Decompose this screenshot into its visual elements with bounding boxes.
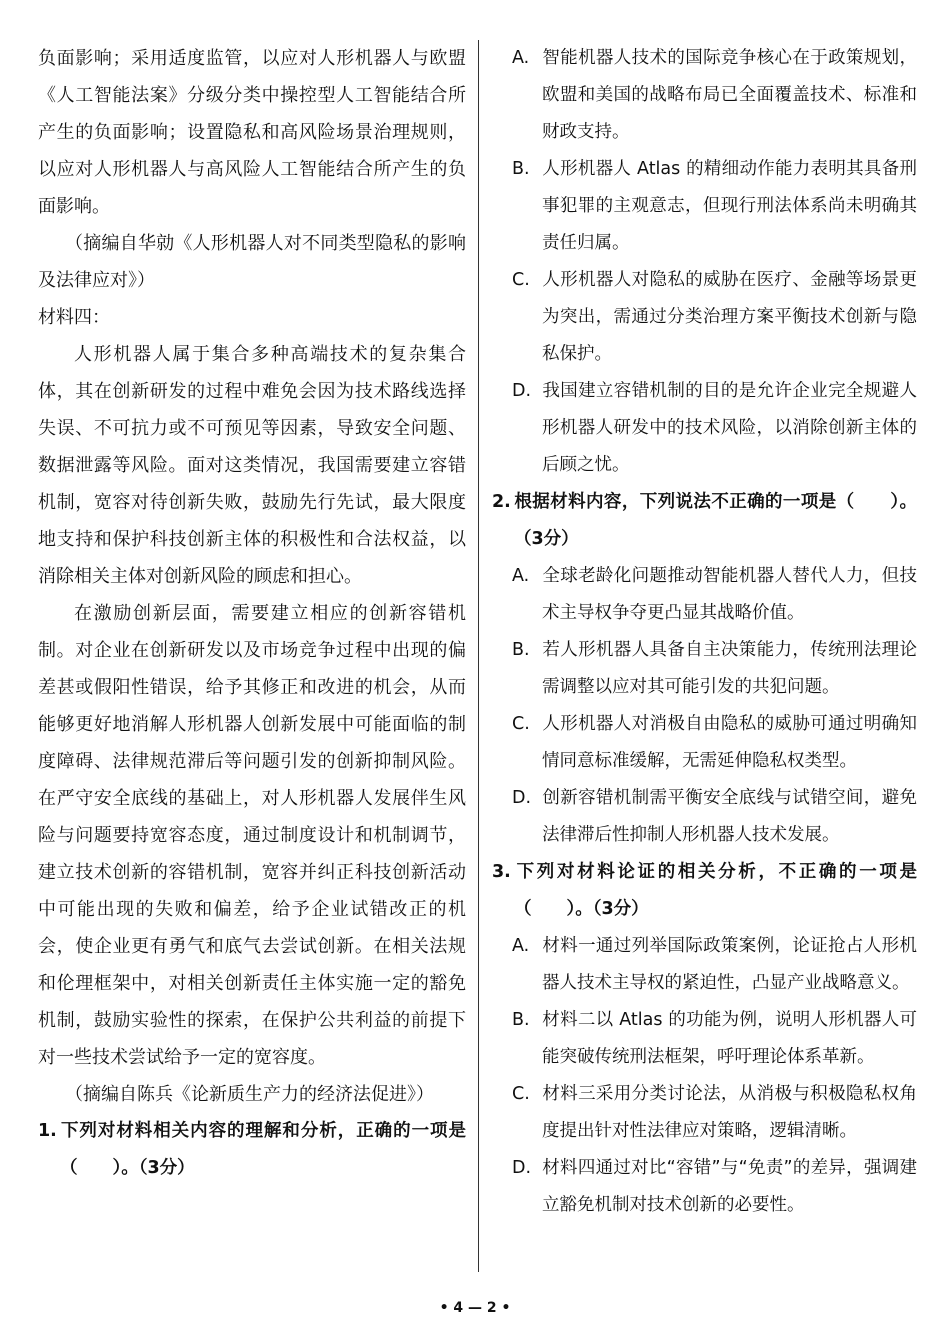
question-3-number: 3. <box>492 862 511 882</box>
q1-option-d[interactable]: D. 我国建立容错机制的目的是允许企业完全规避人形机器人研发中的技术风险，以消除创新主体的后顾之忧。 <box>512 381 917 475</box>
material-4-paragraph-2: 在激励创新层面，需要建立相应的创新容错机制。对企业在创新研发以及市场竞争过程中出现的偏差甚或假阳性错误，给予其修正和改进的机会，从而能够更好地消解人形机器人创新发展中可能面临的制度障碍、法律规范滞后等问题引发的创新抑制风险。在严守安全底线的基础上，对人形机器人发展伴生风险与问题要持宽容态度，通过制度设计和机制调节，建立技术创新的容错机制，宽容并纠正科技创新活动中可能出现的失败和偏差，给予企业试错改正的机会，使企业更有勇气和底气去尝试创新。在相关法规和伦理框架中，对相关创新责任主体实施一定的豁免机制，鼓励实验性的探索，在保护公共利益的前提下对一些技术尝试给予一定的宽容度。 <box>38 603 466 1068</box>
q3-option-b[interactable]: B. 材料二以 Atlas 的功能为例，说明人形机器人可能突破传统刑法框架，呼吁理论体系革新。 <box>512 1010 917 1067</box>
question-3-text: 下列对材料论证的相关分析，不正确的一项是（ ）。（3分） <box>514 862 917 919</box>
left-column <box>38 40 466 1187</box>
question-3 <box>492 854 917 928</box>
q3-option-d[interactable]: D. 材料四通过对比“容错”与“免责”的差异，强调建立豁免机制对技术创新的必要性。 <box>512 1158 917 1215</box>
page-number: • 4 — 2 • <box>439 1300 511 1316</box>
q1-option-b[interactable]: B. 人形机器人 Atlas 的精细动作能力表明其具备刑事犯罪的主观意志，但现行刑法体系尚未明确其责任归属。 <box>512 159 917 253</box>
material-4-paragraph-1: 人形机器人属于集合多种高端技术的复杂集合体，其在创新研发的过程中难免会因为技术路线选择失误、不可抗力或不可预见等因素，导致安全问题、数据泄露等风险。面对这类情况，我国需要建立容错机制，宽容对待创新失败，鼓励先行先试，最大限度地支持和保护科技创新主体的积极性和合法权益，以消除相关主体对创新风险的顾虑和担心。 <box>38 344 466 587</box>
q2-option-b[interactable]: B. 若人形机器人具备自主决策能力，传统刑法理论需调整以应对其可能引发的共犯问题。 <box>512 640 917 697</box>
column-divider <box>478 40 479 1272</box>
question-1-options <box>492 40 917 484</box>
question-1-text: 下列对材料相关内容的理解和分析，正确的一项是（ ）。（3分） <box>60 1121 466 1178</box>
q2-option-a[interactable]: A. 全球老龄化问题推动智能机器人替代人力，但技术主导权争夺更凸显其战略价值。 <box>512 566 917 623</box>
q1-option-a[interactable]: A. 智能机器人技术的国际竞争核心在于政策规划，欧盟和美国的战略布局已全面覆盖技术、标准和财政支持。 <box>512 48 917 142</box>
q3-option-a[interactable]: A. 材料一通过列举国际政策案例，论证抢占人形机器人技术主导权的紧迫性，凸显产业战略意义。 <box>512 936 917 993</box>
right-column <box>492 40 917 1224</box>
q2-option-c[interactable]: C. 人形机器人对消极自由隐私的威胁可通过明确知情同意标准缓解，无需延伸隐私权类型。 <box>512 714 917 771</box>
material-4-source: （摘编自陈兵《论新质生产力的经济法促进》） <box>65 1084 434 1105</box>
material-4-label: 材料四： <box>38 307 110 328</box>
question-2-number: 2. <box>492 492 511 512</box>
question-3-options <box>492 928 917 1224</box>
q1-option-c[interactable]: C. 人形机器人对隐私的威胁在医疗、金融等场景更为突出，需通过分类治理方案平衡技术创新与隐私保护。 <box>512 270 917 364</box>
question-2-options <box>492 558 917 854</box>
question-1 <box>38 1113 466 1187</box>
material-3-source: （摘编自华勍《人形机器人对不同类型隐私的影响及法律应对》） <box>38 233 466 291</box>
question-2-text: 根据材料内容，下列说法不正确的一项是（ ）。（3分） <box>514 492 917 549</box>
material-3-tail: 负面影响；采用适度监管，以应对人形机器人与欧盟《人工智能法案》分级分类中操控型人工智能结合所产生的负面影响；设置隐私和高风险场景治理规则，以应对人形机器人与高风险人工智能结合所产生的负面影响。 <box>38 48 466 217</box>
question-2 <box>492 484 917 558</box>
question-1-number: 1. <box>38 1121 57 1141</box>
q3-option-c[interactable]: C. 材料三采用分类讨论法，从消极与积极隐私权角度提出针对性法律应对策略，逻辑清晰。 <box>512 1084 917 1141</box>
q2-option-d[interactable]: D. 创新容错机制需平衡安全底线与试错空间，避免法律滞后性抑制人形机器人技术发展。 <box>512 788 917 845</box>
